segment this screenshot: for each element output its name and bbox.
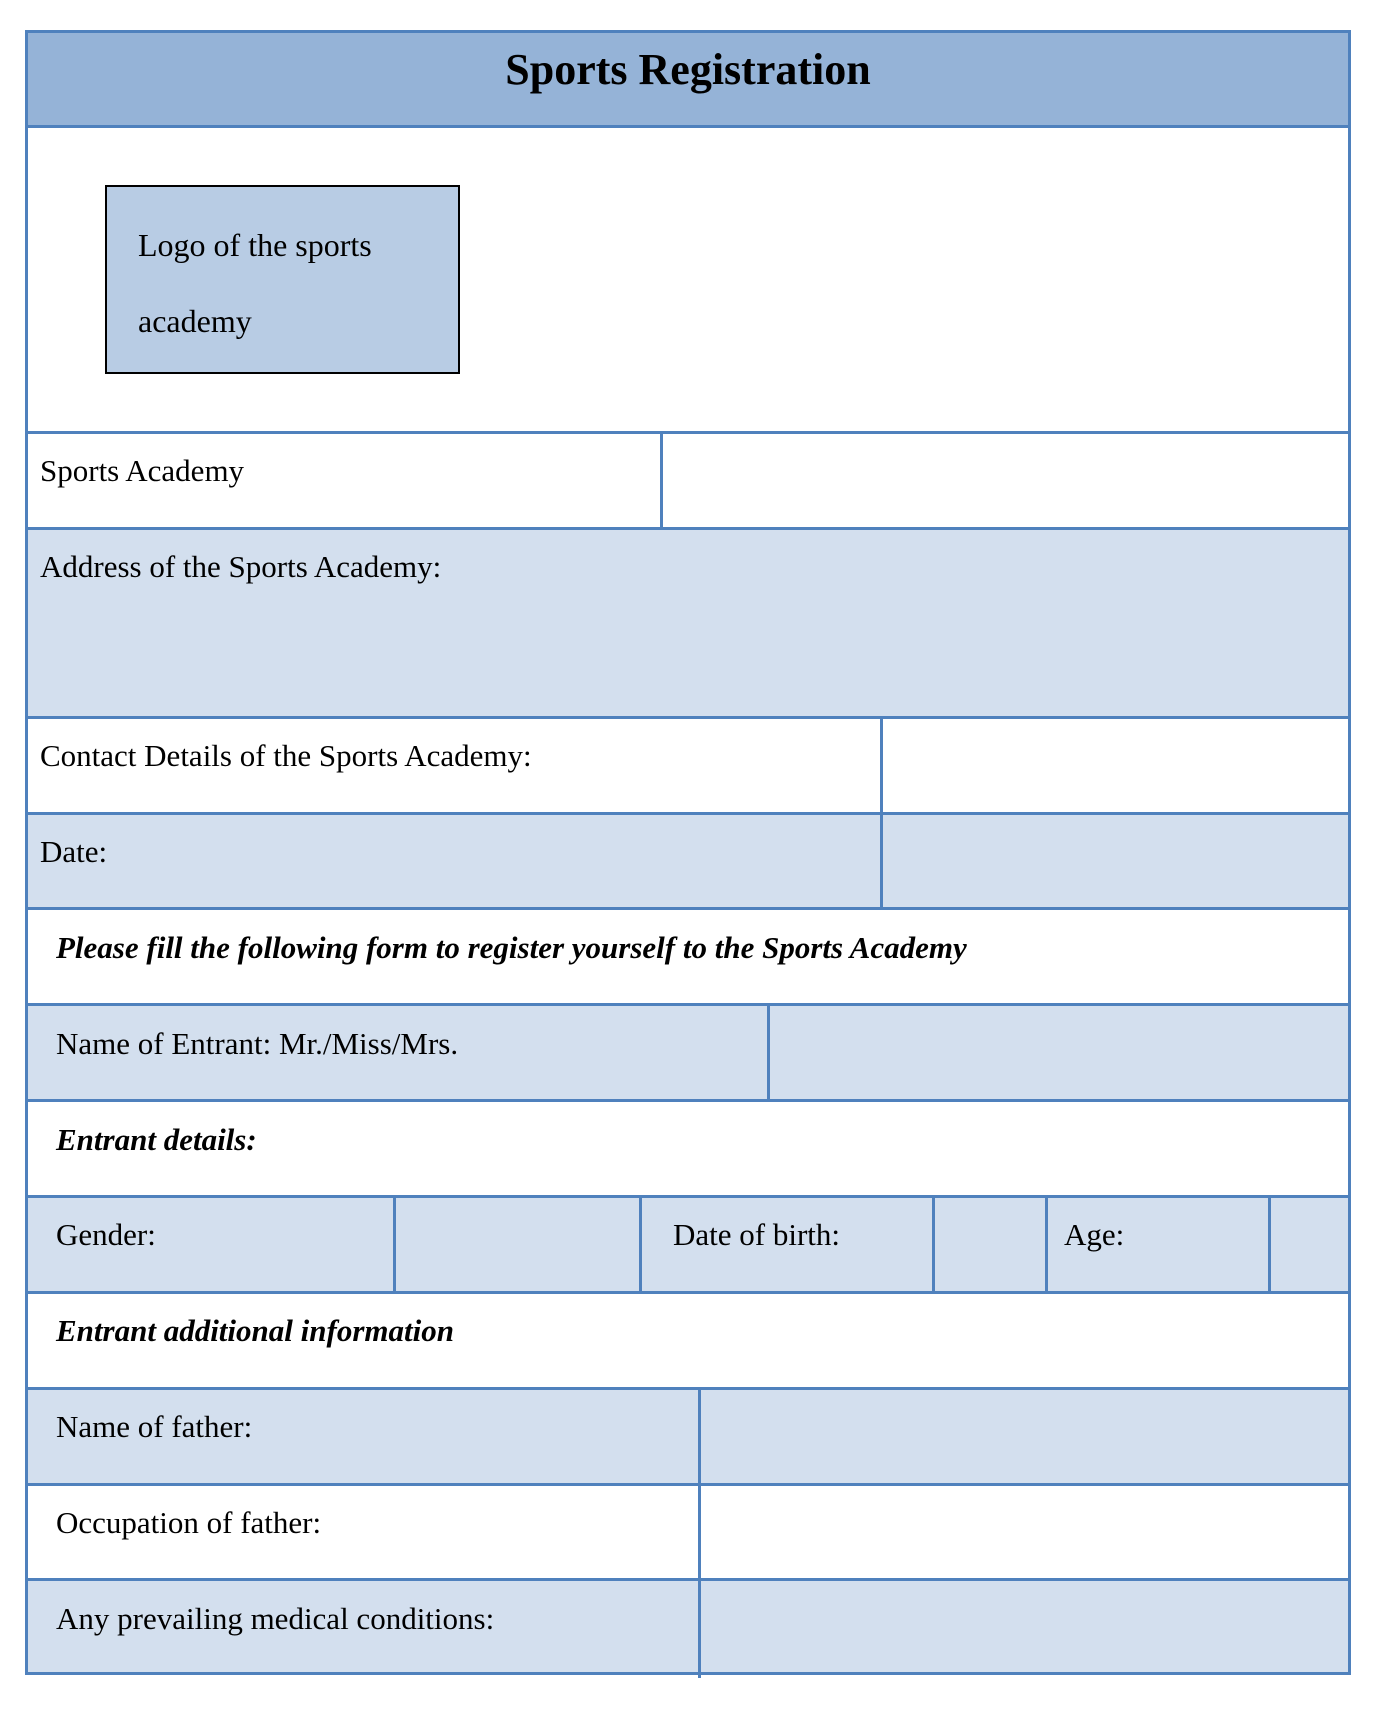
contact-field[interactable] bbox=[883, 719, 1348, 812]
age-field[interactable] bbox=[1271, 1198, 1348, 1291]
date-label: Date: bbox=[40, 834, 108, 869]
entrant-details-heading: Entrant details: bbox=[56, 1122, 257, 1157]
sports-academy-field[interactable] bbox=[663, 434, 1348, 527]
father-occupation-field[interactable] bbox=[701, 1486, 1348, 1578]
date-of-birth-label: Date of birth: bbox=[673, 1217, 841, 1252]
date-of-birth-field[interactable] bbox=[935, 1198, 1045, 1291]
additional-info-heading: Entrant additional information bbox=[56, 1313, 454, 1348]
date-field[interactable] bbox=[883, 815, 1348, 907]
gender-label: Gender: bbox=[56, 1217, 156, 1252]
father-name-field[interactable] bbox=[701, 1390, 1348, 1483]
form-title: Sports Registration bbox=[505, 45, 871, 94]
entrant-name-field[interactable] bbox=[770, 1006, 1348, 1099]
medical-conditions-field[interactable] bbox=[701, 1581, 1348, 1675]
entrant-name-label: Name of Entrant: Mr./Miss/Mrs. bbox=[56, 1026, 459, 1061]
age-label: Age: bbox=[1064, 1217, 1125, 1252]
logo-placeholder-text: Logo of the sports academy bbox=[138, 227, 372, 339]
gender-field[interactable] bbox=[396, 1198, 639, 1291]
medical-conditions-label: Any prevailing medical conditions: bbox=[56, 1601, 495, 1636]
contact-label: Contact Details of the Sports Academy: bbox=[40, 738, 532, 773]
sports-academy-label: Sports Academy bbox=[40, 453, 245, 488]
father-occupation-label: Occupation of father: bbox=[56, 1505, 322, 1540]
address-label: Address of the Sports Academy: bbox=[40, 549, 442, 584]
address-field[interactable] bbox=[28, 575, 1348, 715]
instruction-text: Please fill the following form to register yourself to the Sports Academy bbox=[56, 930, 967, 965]
father-name-label: Name of father: bbox=[56, 1409, 253, 1444]
